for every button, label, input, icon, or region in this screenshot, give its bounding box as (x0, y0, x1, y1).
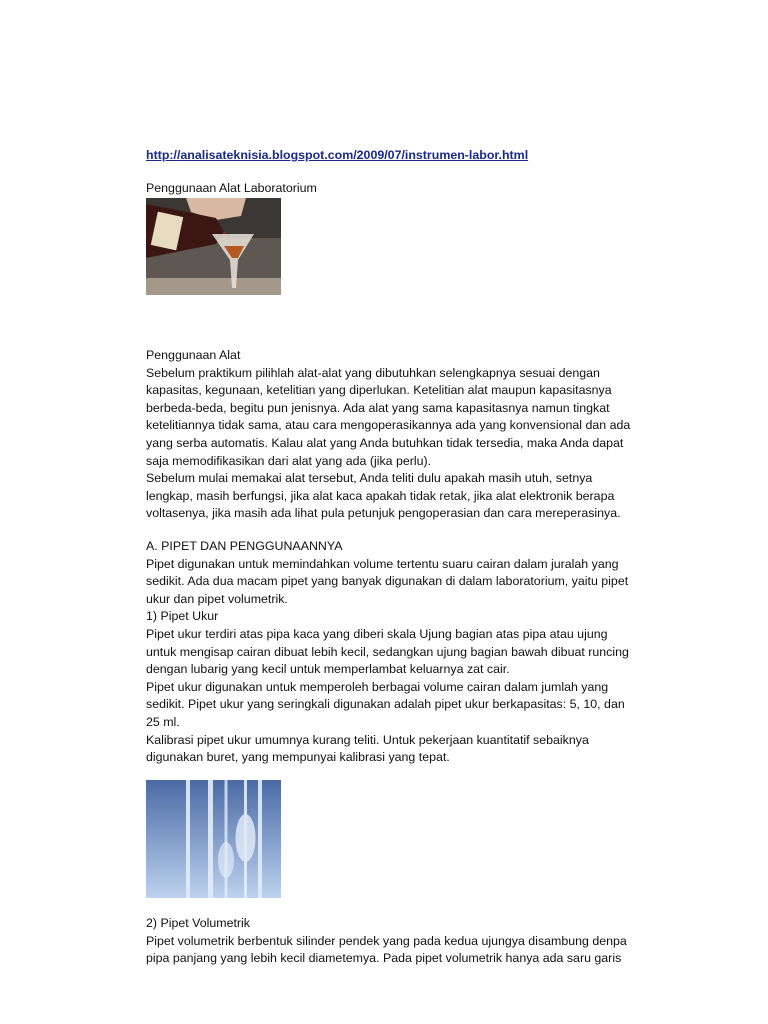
section2-line: sedikit. Pipet ukur yang seringkali digunakan adalah pipet ukur berkapasitas: 5, 10, dan (146, 697, 625, 712)
section3-line: pipa panjang yang lebih kecil diametemya. Pada pipet volumetrik hanya ada saru garis (146, 951, 622, 966)
section2-line: dengan lubarig yang kecil untuk memperlambat keluarnya zat cair. (146, 662, 510, 677)
section2-line: ukur dan pipet volumetrik. (146, 591, 288, 606)
section1-line: kapasitas, kegunaan, ketelitian yang diperlukan. Ketelitian alat maupun kapasitasnya (146, 383, 612, 398)
section1-line: yang serba automatis. Kalau alat yang Anda butuhkan tidak tersedia, maka Anda dapat (146, 435, 624, 450)
section2-line: Pipet ukur digunakan untuk memperoleh berbagai volume cairan dalam jumlah yang (146, 679, 609, 694)
section-penggunaan-alat (146, 347, 630, 523)
section2-line: Kalibrasi pipet ukur umumnya kurang teliti. Untuk pekerjaan kuantitatif sebaiknya (146, 732, 589, 747)
section2-line: Pipet digunakan untuk memindahkan volume tertentu suaru cairan dalam juralah yang (146, 556, 619, 571)
section2-line: 25 ml. (146, 714, 180, 729)
section2-line: digunakan buret, yang mempunyai kalibrasi yang tepat. (146, 750, 450, 765)
section3-line: 2) Pipet Volumetrik (146, 916, 250, 930)
section2-line: Pipet ukur terdiri atas pipa kaca yang diberi skala Ujung bagian atas pipa atau ujung (146, 626, 608, 641)
section1-line: berbeda-beda, begitu pun jenisnya. Ada alat yang sama kapasitasnya namun tingkat (146, 400, 610, 415)
source-link[interactable]: http://analisateknisia.blogspot.com/2009/07/instrumen-labor.html (146, 148, 529, 162)
section1-line: saja memodifikasikan dari alat yang ada (jika perlu). (146, 453, 432, 468)
section3-line: Pipet volumetrik berbentuk silinder pendek yang pada kedua ujungya disambung denpa (146, 933, 627, 948)
section2-line: untuk mengisap cairan dibuat lebih kecil, sedangkan ujung bagian bawah dibuat runcing (146, 644, 629, 659)
section2-line: sedikit. Ada dua macam pipet yang banyak digunakan di dalam laboratorium, yaitu pipet (146, 574, 629, 589)
pipettes-photo (146, 780, 281, 898)
section-pipet (146, 538, 629, 767)
section1-line: Sebelum mulai memakai alat tersebut, Anda teliti dulu apakah masih utuh, setnya (146, 471, 593, 486)
section1-line: Sebelum praktikum pilihlah alat-alat yang dibutuhkan selengkapnya sesuai dengan (146, 365, 600, 380)
document-title: Penggunaan Alat Laboratorium (146, 181, 317, 195)
section1-line: voltasenya, jika masih ada lihat pula petunjuk pengoperasian dan cara mereperasinya. (146, 506, 621, 521)
section2-line: 1) Pipet Ukur (146, 609, 219, 624)
section1-line: lengkap, masih berfungsi, jika alat kaca apakah tidak retak, jika alat elektronik berapa (146, 488, 615, 503)
section-pipet-volumetrik (146, 915, 627, 968)
section2-line: A. PIPET DAN PENGGUNAANNYA (146, 539, 343, 553)
pouring-liquid-photo (146, 198, 281, 295)
section1-line: ketelitiannya tidak sama, atau cara mengoperasikannya ada yang konvensional dan ada (146, 418, 631, 433)
section1-line: Penggunaan Alat (146, 348, 241, 362)
